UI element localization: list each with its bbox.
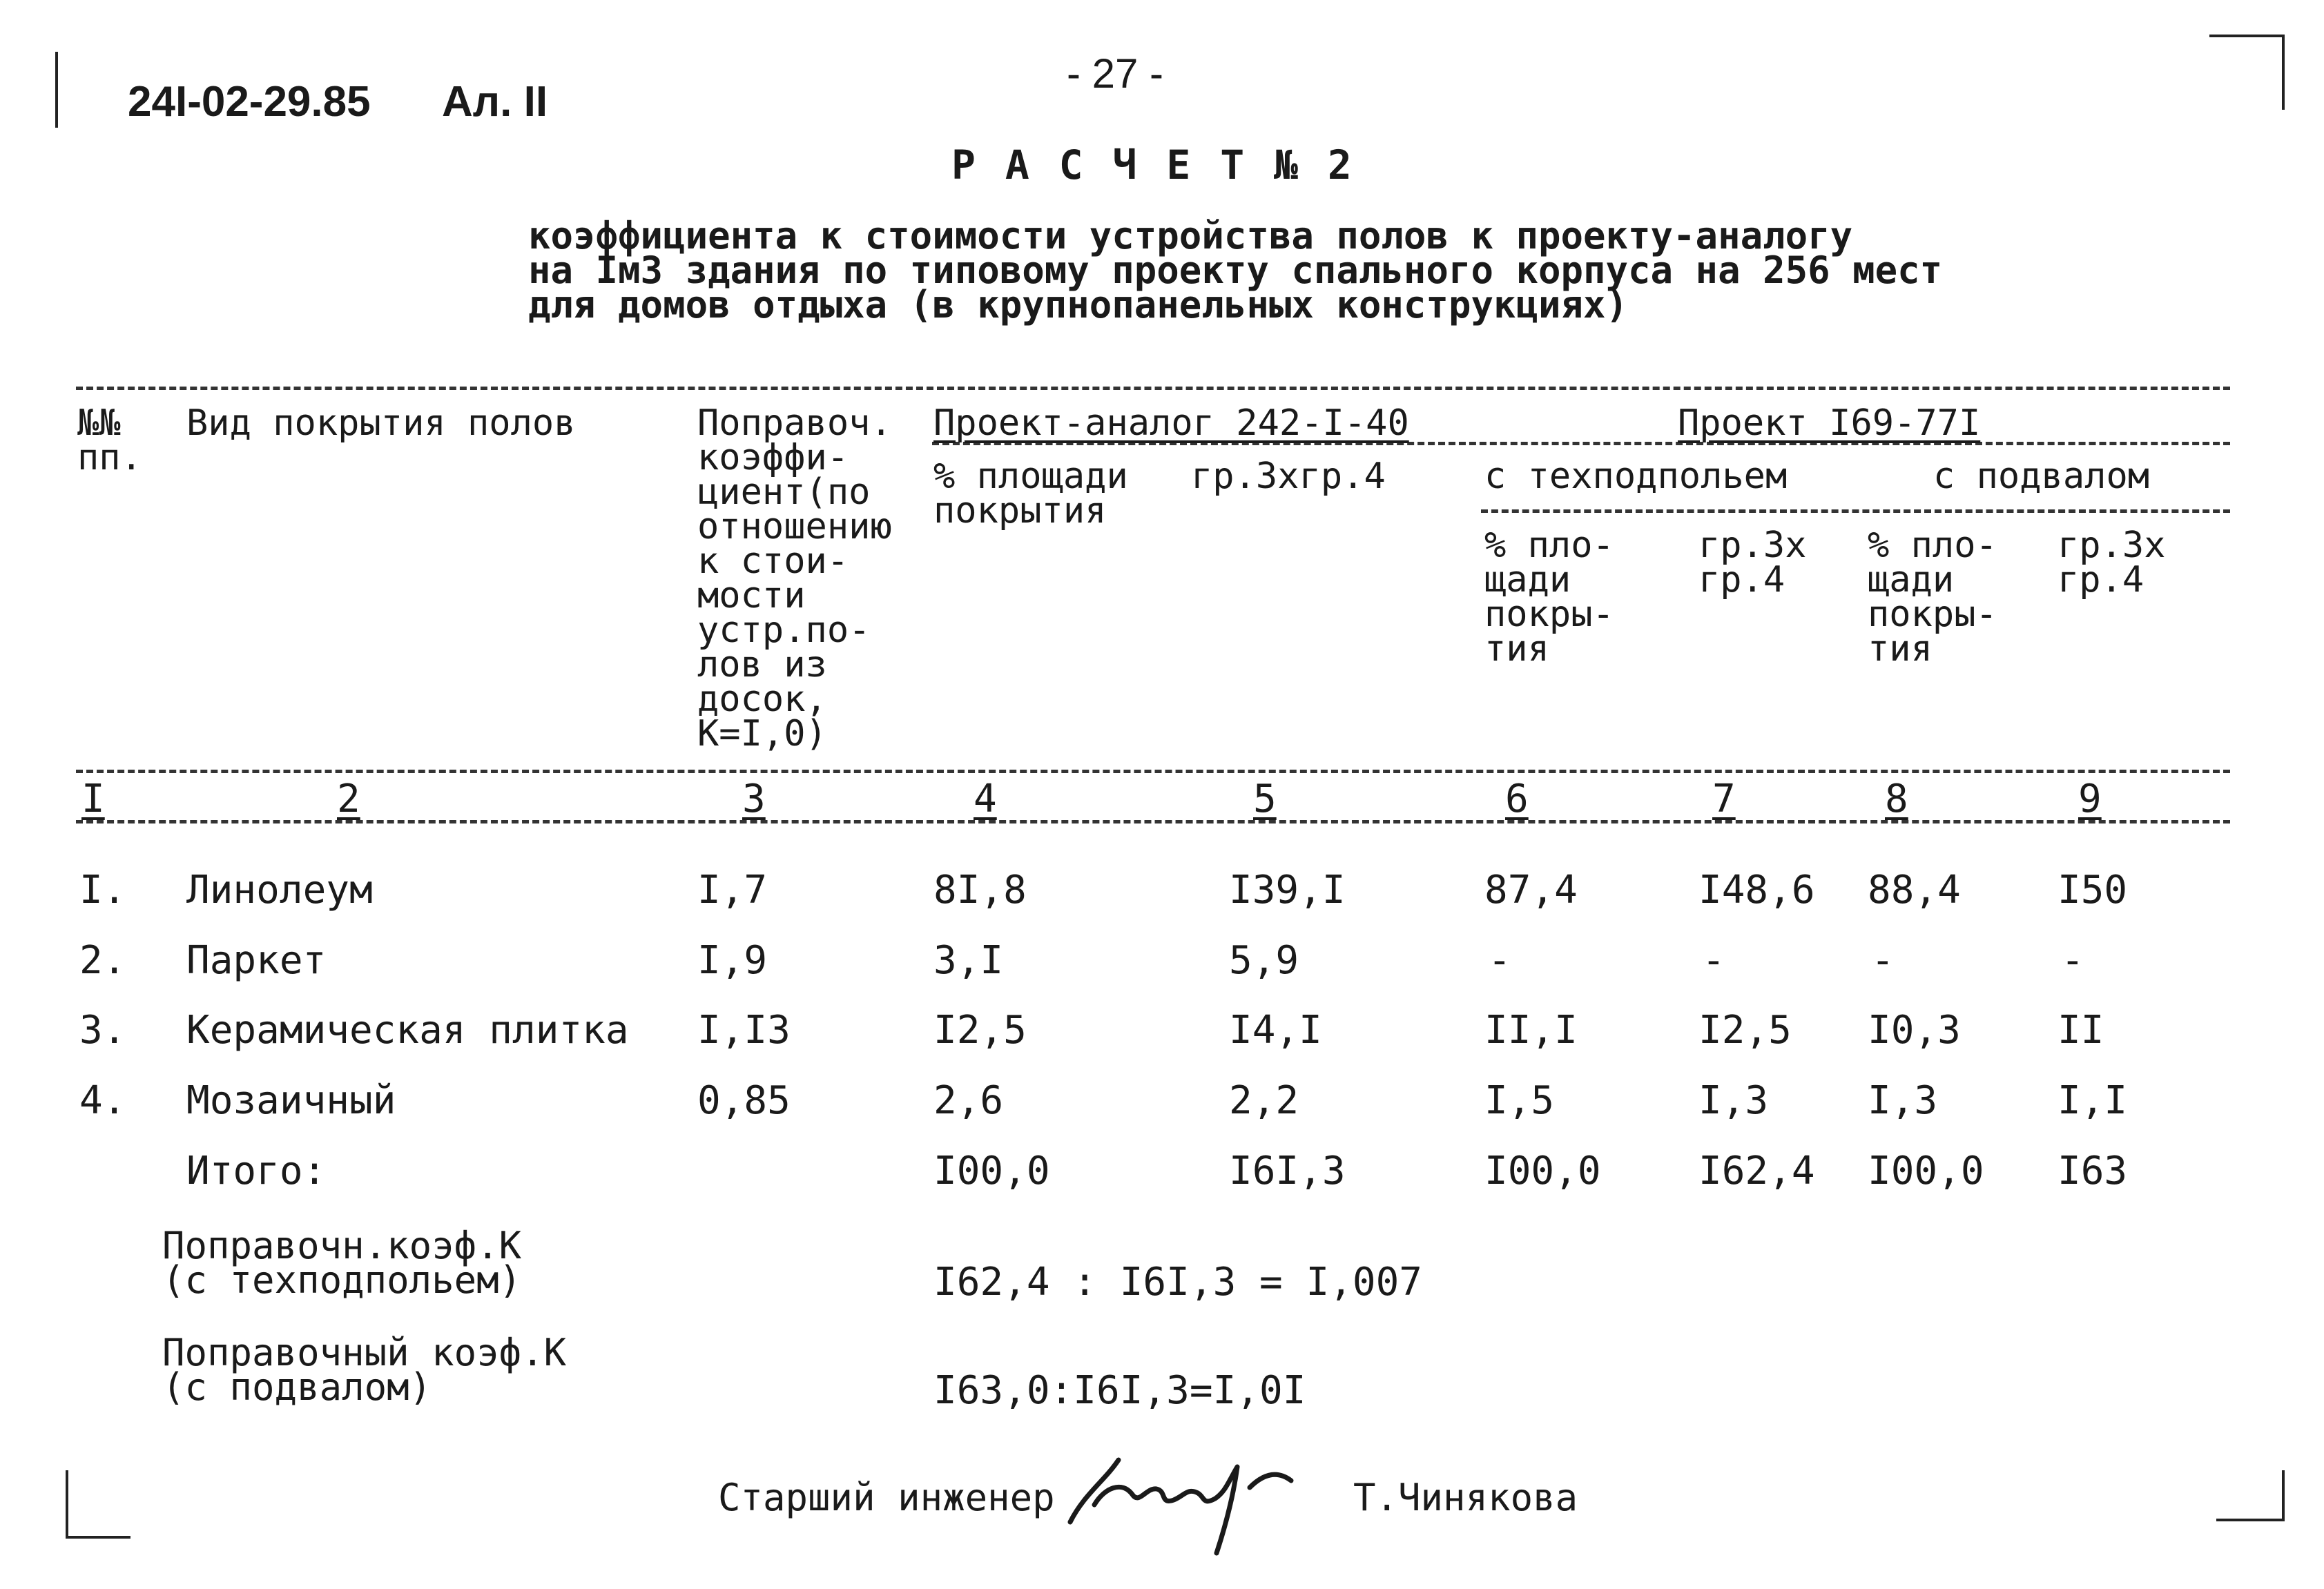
coef-base-label-line-2: (с подвалом) [162,1365,432,1409]
row-1-tech-product: I48,6 [1698,868,1815,913]
total-analog-product: I6I,3 [1229,1149,1346,1193]
header-num-line-2: пп. [77,437,142,478]
header-basement: с подвалом [1933,456,2150,497]
header-coef-line-1: Поправоч. [697,402,892,444]
header-tech-product-line-1: гр.3х [1698,525,1807,566]
header-num-line-1: №№ [77,402,121,444]
header-base-product [2057,525,2166,601]
column-number-7: 7 [1712,777,1736,821]
header-coef-line-8: лов из [697,644,827,685]
column-number-8: 8 [1885,777,1908,821]
row-4-num: 4. [79,1078,126,1123]
header-base-area-line-2: щади [1868,559,1955,601]
sheet-label: Ал. II [442,78,548,126]
header-analog-area-line-2: покрытия [933,490,1107,532]
header-tech-product-line-2: гр.4 [1698,559,1785,601]
column-number-3: 3 [742,777,766,821]
header-floor-type: Вид покрытия полов [186,402,576,444]
row-2-tech-area: - [1488,938,1511,983]
handwritten-signature [1056,1439,1333,1563]
row-2-analog-product: 5,9 [1229,938,1299,983]
header-analog-project: Проект-аналог 242-I-40 [933,402,1409,444]
row-1-base-area: 88,4 [1868,868,1961,913]
title-line-3: для домов отдыха (в крупнопанельных конструкциях) [528,283,1629,326]
header-coef-line-4: отношению [697,506,892,547]
header-tech-area-line-1: % пло- [1484,525,1614,566]
total-analog-area: I00,0 [933,1149,1050,1193]
corner-mark-bottom-right [2216,1470,2285,1521]
document-code: 24I-02-29.85 [128,78,371,126]
total-base-area: I00,0 [1868,1149,1984,1193]
coef-base-label [162,1331,567,1409]
header-coef-line-2: коэффи- [697,437,849,478]
row-3-tech-area: II,I [1484,1008,1578,1053]
row-4-coef: 0,85 [697,1078,791,1123]
header-base-area-line-1: % пло- [1868,525,1997,566]
row-2-analog-area: 3,I [933,938,1004,983]
signer-name: Т.Чинякова [1353,1476,1578,1519]
title-line-2: на IмЗ здания по типовому проекту спального корпуса на 256 мест [528,248,1943,292]
row-4-base-area: I,3 [1868,1078,1938,1123]
row-3-analog-product: I4,I [1229,1008,1322,1053]
column-number-9: 9 [2078,777,2102,821]
header-analog-area-line-1: % площади [933,456,1128,497]
header-new-project: Проект I69-77I [1678,402,1981,444]
row-1-tech-area: 87,4 [1484,868,1578,913]
header-coef-line-5: к стои- [697,540,849,582]
header-coef-line-10: К=I,0) [697,713,827,754]
row-3-base-area: I0,3 [1868,1008,1961,1053]
corner-mark-bottom-left [66,1470,130,1539]
row-3-analog-area: I2,5 [933,1008,1027,1053]
row-1-base-product: I50 [2057,868,2128,913]
column-number-1: I [81,777,105,821]
row-2-num: 2. [79,938,126,983]
row-1-coef: I,7 [697,868,768,913]
row-4-analog-product: 2,2 [1229,1078,1299,1123]
row-3-coef: I,I3 [697,1008,791,1053]
row-2-base-product: - [2061,938,2084,983]
title-line-1: коэффициента к стоимости устройства полов к проекту-аналогу [528,214,1853,257]
row-4-type: Мозаичный [186,1078,396,1123]
row-3-num: 3. [79,1008,126,1053]
total-label: Итого: [186,1149,327,1193]
header-analog-product: гр.3хгр.4 [1191,456,1386,497]
row-4-analog-area: 2,6 [933,1078,1004,1123]
row-4-base-product: I,I [2057,1078,2128,1123]
row-1-analog-product: I39,I [1229,868,1346,913]
column-number-4: 4 [974,777,997,821]
row-4-tech-product: I,3 [1698,1078,1769,1123]
row-4-tech-area: I,5 [1484,1078,1555,1123]
table-top-rule [76,387,2230,390]
corner-mark-top-right [2209,35,2285,110]
corner-mark-top-left [55,52,58,128]
coef-tech-formula: I62,4 : I6I,3 = I,007 [933,1260,1423,1305]
header-base-product-line-1: гр.3х [2057,525,2166,566]
coef-base-label-line-1: Поправочный коэф.К [162,1331,567,1374]
column-number-2: 2 [337,777,360,821]
header-base-area-line-3: покры- [1868,594,1997,635]
row-2-base-area: - [1871,938,1895,983]
total-base-product: I63 [2057,1149,2128,1193]
total-tech-product: I62,4 [1698,1149,1815,1193]
header-tech-area [1484,525,1614,670]
row-1-analog-area: 8I,8 [933,868,1027,913]
row-2-tech-product: - [1702,938,1725,983]
header-analog-area [933,456,1128,532]
header-correction-coef [697,402,892,754]
signer-role: Старший инженер [718,1476,1055,1519]
header-tech-product [1698,525,1807,601]
header-coef-line-9: досок, [697,679,827,720]
header-num [77,402,142,478]
header-tech-area-line-2: щади [1484,559,1571,601]
row-3-type: Керамическая плитка [186,1008,629,1053]
row-1-type: Линолеум [186,868,373,913]
header-base-product-line-2: гр.4 [2057,559,2144,601]
header-sub-rule [1481,509,2230,513]
column-number-5: 5 [1253,777,1277,821]
page-number: - 27 - [1067,50,1164,97]
column-number-6: 6 [1505,777,1529,821]
header-coef-line-6: мости [697,575,806,616]
row-3-base-product: II [2057,1008,2104,1053]
total-tech-area: I00,0 [1484,1149,1601,1193]
coef-tech-label-line-2: (с техподпольем) [162,1258,522,1302]
header-tech-subfloor: с техподпольем [1484,456,1788,497]
row-3-tech-product: I2,5 [1698,1008,1792,1053]
row-2-type: Паркет [186,938,327,983]
header-bottom-rule [76,770,2230,773]
header-coef-line-7: устр.по- [697,610,871,651]
coef-tech-label [162,1224,522,1302]
row-1-num: I. [79,868,126,913]
header-coef-line-3: циент(по [697,471,871,513]
coef-tech-label-line-1: Поправочн.коэф.К [162,1224,522,1267]
header-tech-area-line-4: тия [1484,628,1549,670]
coef-base-formula: I63,0:I6I,3=I,0I [933,1368,1306,1413]
row-2-coef: I,9 [697,938,768,983]
header-base-area [1868,525,1997,670]
header-tech-area-line-3: покры- [1484,594,1614,635]
header-base-area-line-4: тия [1868,628,1933,670]
document-heading: Р А С Ч Е Т № 2 [951,142,1355,188]
